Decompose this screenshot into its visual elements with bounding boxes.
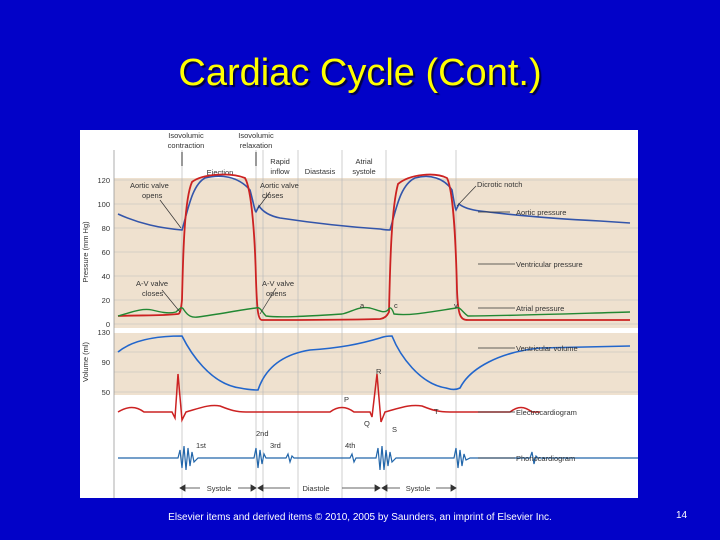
annotation-ecg-t: T	[434, 407, 439, 416]
annotation-sound-1st: 1st	[196, 441, 207, 450]
label-isovolumic-contraction-1: Isovolumic	[168, 131, 204, 140]
annotation-ecg-s: S	[392, 425, 398, 434]
annotation-av-valve-closes-2: closes	[142, 289, 164, 298]
label-isovolumic-relaxation-2: relaxation	[239, 141, 273, 150]
volume-tick: 130	[97, 328, 110, 337]
label-systole-2: Systole	[405, 484, 431, 493]
label-ventricular-pressure: Ventricular pressure	[516, 260, 583, 269]
label-atrial-pressure: Atrial pressure	[516, 304, 565, 313]
label-systole-1: Systole	[206, 484, 232, 493]
label-atrial-systole-2: systole	[352, 167, 376, 176]
cardiac-cycle-figure	[80, 130, 638, 498]
copyright-footer: Elsevier items and derived items © 2010, 2005 by Saunders, an imprint of Elsevier Inc.	[168, 512, 552, 523]
annotation-dicrotic-notch: Dicrotic notch	[477, 180, 523, 189]
cardiac-cycle-diagram	[80, 130, 638, 498]
annotation-sound-4th: 4th	[345, 441, 356, 450]
pressure-tick: 120	[97, 176, 110, 185]
pressure-tick: 80	[101, 224, 110, 233]
annotation-wave-c: c	[394, 301, 398, 310]
pressure-tick: 0	[105, 320, 110, 329]
label-isovolumic-relaxation-1: Isovolumic	[238, 131, 274, 140]
pressure-tick: 100	[97, 200, 110, 209]
annotation-sound-3rd: 3rd	[270, 441, 281, 450]
label-diastole: Diastole	[302, 484, 330, 493]
pressure-axis-label: Pressure (mm Hg)	[81, 221, 90, 283]
pressure-tick: 60	[101, 248, 110, 257]
label-isovolumic-contraction-2: contraction	[167, 141, 205, 150]
annotation-aortic-valve-opens-2: opens	[142, 191, 163, 200]
pressure-tick: 40	[101, 272, 110, 281]
annotation-aortic-valve-opens-1: Aortic valve	[130, 181, 169, 190]
annotation-sound-2nd: 2nd	[256, 429, 269, 438]
annotation-wave-a: a	[360, 301, 365, 310]
annotation-ecg-p: P	[344, 395, 350, 404]
annotation-av-valve-closes-1: A-V valve	[136, 279, 169, 288]
label-ventricular-volume: Ventricular volume	[516, 344, 578, 353]
label-diastasis: Diastasis	[304, 167, 336, 176]
volume-axis-label: Volume (ml)	[81, 341, 90, 383]
slide-title: Cardiac Cycle (Cont.)	[178, 52, 542, 94]
label-rapid-inflow-1: Rapid	[270, 157, 290, 166]
pressure-tick: 20	[101, 296, 110, 305]
annotation-ecg-q: Q	[364, 419, 370, 428]
label-rapid-inflow-2: inflow	[270, 167, 290, 176]
label-atrial-systole-1: Atrial	[355, 157, 373, 166]
volume-tick: 50	[101, 388, 110, 397]
annotation-av-valve-opens-1: A-V valve	[262, 279, 295, 288]
annotation-aortic-valve-closes-2: closes	[262, 191, 284, 200]
label-electrocardiogram: Electrocardiogram	[516, 408, 577, 417]
volume-tick: 90	[101, 358, 110, 367]
annotation-aortic-valve-closes-1: Aortic valve	[260, 181, 299, 190]
page-number: 14	[676, 510, 688, 521]
annotation-av-valve-opens-2: opens	[266, 289, 287, 298]
label-aortic-pressure: Aortic pressure	[516, 208, 567, 217]
label-phonocardiogram: Phonocardiogram	[516, 454, 576, 463]
annotation-ecg-r: R	[376, 367, 382, 376]
label-ejection: Ejection	[206, 168, 234, 177]
annotation-wave-v: v	[454, 301, 458, 310]
